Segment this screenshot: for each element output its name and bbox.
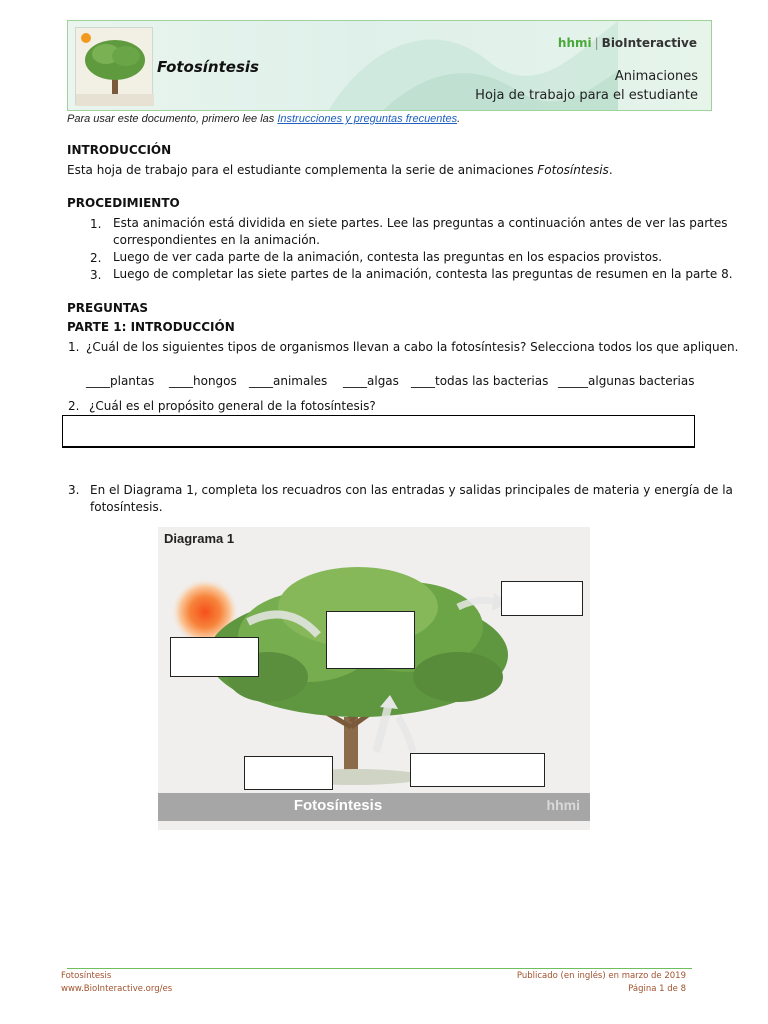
procedure-item-3: Luego de completar las siete partes de la animación, contesta las preguntas de resumen en la parte 8. — [113, 267, 733, 281]
diagram-hhmi-watermark: hhmi — [546, 797, 580, 813]
procedure-item-number: 2. — [90, 251, 102, 265]
question-2-text: ¿Cuál es el propósito general de la fotosíntesis? — [89, 399, 376, 413]
header-banner — [67, 20, 712, 111]
option-animales[interactable]: ____animales — [249, 374, 328, 388]
part1-heading: PARTE 1: INTRODUCCIÓN — [67, 320, 235, 334]
biointeractive-logo: hhmi | BioInteractive — [557, 36, 697, 50]
question-1-text: ¿Cuál de los siguientes tipos de organismos llevan a cabo la fotosíntesis? Selecciona todos los que apliquen. — [86, 340, 739, 354]
footer-website: www.BioInteractive.org/es — [61, 984, 173, 994]
header-subtitle-worksheet: Hoja de trabajo para el estudiante — [475, 88, 698, 103]
intro-heading: INTRODUCCIÓN — [67, 143, 172, 157]
question-number: 2. — [68, 399, 80, 413]
procedure-item-number: 3. — [90, 268, 102, 282]
diagram-title: Diagrama 1 — [164, 531, 235, 546]
diagram-caption-label: Fotosíntesis — [293, 797, 383, 814]
option-hongos[interactable]: ____hongos — [169, 374, 237, 388]
diagram-1 — [158, 527, 590, 830]
procedure-item-1: Esta animación está dividida en siete partes. Lee las preguntas a continuación antes de ver las partes correspondientes en la animación. — [113, 216, 728, 247]
question-number: 3. — [68, 483, 80, 497]
questions-heading: PREGUNTAS — [67, 301, 149, 315]
question-3-text: En el Diagrama 1, completa los recuadros con las entradas y salidas principales de materia y energía de la fotosíntesis. — [90, 483, 733, 514]
footer-page-number: Página 1 de 8 — [628, 984, 686, 994]
page-title: Fotosíntesis — [157, 58, 259, 76]
header-subtitle-animations: Animaciones — [614, 69, 698, 84]
option-plantas[interactable]: ____plantas — [86, 374, 155, 388]
footer-title: Fotosíntesis — [61, 971, 112, 981]
intro-text: Esta hoja de trabajo para el estudiante complementa la serie de animaciones Fotosíntesis. — [67, 163, 613, 177]
instructions-link[interactable]: Instrucciones y preguntas frecuentes — [277, 113, 458, 125]
question-2-answer-box[interactable] — [62, 415, 695, 448]
diagram-answer-box-output[interactable] — [501, 581, 583, 616]
option-todas-bacterias[interactable]: ____todas las bacterias — [411, 374, 549, 388]
question-number: 1. — [68, 340, 80, 354]
instructions-note: Para usar este documento, primero lee las Instrucciones y preguntas frecuentes. — [67, 113, 461, 125]
diagram-answer-box-roots-right[interactable] — [410, 753, 545, 787]
procedure-item-number: 1. — [90, 217, 102, 231]
procedure-heading: PROCEDIMIENTO — [67, 196, 180, 210]
header-tree-image — [75, 27, 153, 105]
diagram-answer-box-roots-left[interactable] — [244, 756, 333, 790]
footer-divider — [67, 968, 692, 969]
diagram-answer-box-leaves[interactable] — [326, 611, 415, 669]
option-algas[interactable]: ____algas — [343, 374, 399, 388]
diagram-answer-box-sun[interactable] — [170, 637, 259, 677]
option-algunas-bacterias[interactable]: _____algunas bacterias — [558, 374, 695, 388]
procedure-item-2: Luego de ver cada parte de la animación, contesta las preguntas en los espacios provistos. — [113, 250, 663, 264]
footer-published: Publicado (en inglés) en marzo de 2019 — [516, 971, 686, 981]
